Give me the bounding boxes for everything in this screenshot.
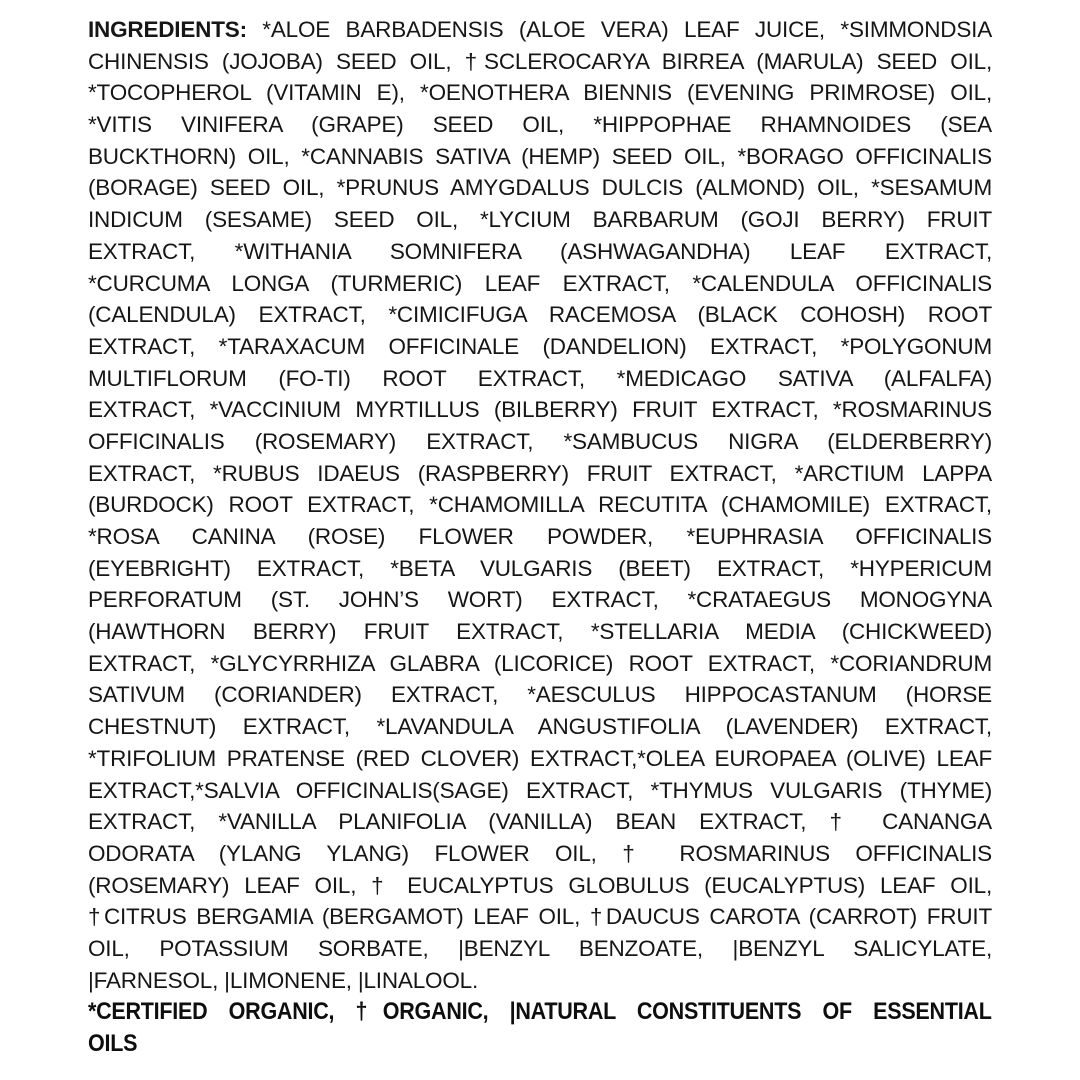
ingredients-line: ODORATA (YLANG YLANG) FLOWER OIL, † ROSMARINUS OFFICINALIS xyxy=(88,840,992,866)
ingredients-line: (BORAGE) SEED OIL, *PRUNUS AMYGDALUS DULCIS (ALMOND) OIL, *SESAMUM xyxy=(88,175,992,201)
ingredients-line: (CALENDULA) EXTRACT, *CIMICIFUGA RACEMOSA (BLACK COHOSH) ROOT xyxy=(88,302,992,328)
ingredients-line: *CURCUMA LONGA (TURMERIC) LEAF EXTRACT, *CALENDULA OFFICINALIS xyxy=(88,270,992,296)
ingredients-line: EXTRACT, *VANILLA PLANIFOLIA (VANILLA) BEAN EXTRACT, † CANANGA xyxy=(88,809,992,835)
ingredients-line xyxy=(88,14,992,46)
ingredients-line: *TRIFOLIUM PRATENSE (RED CLOVER) EXTRACT,*OLEA EUROPAEA (OLIVE) LEAF xyxy=(88,745,992,771)
ingredients-line: †CITRUS BERGAMIA (BERGAMOT) LEAF OIL, †DAUCUS CAROTA (CARROT) FRUIT xyxy=(88,904,992,930)
ingredients-line: EXTRACT, *TARAXACUM OFFICINALE (DANDELION) EXTRACT, *POLYGONUM xyxy=(88,333,992,359)
ingredients-line: OIL, POTASSIUM SORBATE, |BENZYL BENZOATE, |BENZYL SALICYLATE, xyxy=(88,935,992,961)
ingredients-line: OFFICINALIS (ROSEMARY) EXTRACT, *SAMBUCUS NIGRA (ELDERBERRY) xyxy=(88,428,992,454)
ingredients-line: BUCKTHORN) OIL, *CANNABIS SATIVA (HEMP) SEED OIL, *BORAGO OFFICINALIS xyxy=(88,143,992,169)
ingredients-line-text: *ALOE BARBADENSIS (ALOE VERA) LEAF JUICE, *SIMMONDSIA xyxy=(246,17,992,42)
ingredients-line: MULTIFLORUM (FO-TI) ROOT EXTRACT, *MEDICAGO SATIVA (ALFALFA) xyxy=(88,365,992,391)
ingredients-line: EXTRACT, *WITHANIA SOMNIFERA (ASHWAGANDHA) LEAF EXTRACT, xyxy=(88,238,992,264)
footnote-line: *CERTIFIED ORGANIC, †ORGANIC, |NATURAL CONSTITUENTS OF ESSENTIAL xyxy=(88,998,992,1026)
ingredients-line: PERFORATUM (ST. JOHN’S WORT) EXTRACT, *CRATAEGUS MONOGYNA xyxy=(88,587,992,613)
ingredients-line: EXTRACT, *RUBUS IDAEUS (RASPBERRY) FRUIT EXTRACT, *ARCTIUM LAPPA xyxy=(88,460,992,486)
ingredients-line: SATIVUM (CORIANDER) EXTRACT, *AESCULUS HIPPOCASTANUM (HORSE xyxy=(88,682,992,708)
footnote-line: OILS xyxy=(88,1030,138,1057)
ingredients-line: EXTRACT,*SALVIA OFFICINALIS(SAGE) EXTRACT, *THYMUS VULGARIS (THYME) xyxy=(88,777,992,803)
ingredients-line: (ROSEMARY) LEAF OIL, † EUCALYPTUS GLOBULUS (EUCALYPTUS) LEAF OIL, xyxy=(88,872,992,898)
ingredients-line: INDICUM (SESAME) SEED OIL, *LYCIUM BARBARUM (GOJI BERRY) FRUIT xyxy=(88,207,992,233)
ingredients-line: *TOCOPHEROL (VITAMIN E), *OENOTHERA BIENNIS (EVENING PRIMROSE) OIL, xyxy=(88,80,992,106)
ingredients-line: (HAWTHORN BERRY) FRUIT EXTRACT, *STELLARIA MEDIA (CHICKWEED) xyxy=(88,619,992,645)
ingredients-line: (EYEBRIGHT) EXTRACT, *BETA VULGARIS (BEET) EXTRACT, *HYPERICUM xyxy=(88,555,992,581)
ingredients-line: |FARNESOL, |LIMONENE, |LINALOOL. xyxy=(88,967,478,993)
ingredients-heading: INGREDIENTS: xyxy=(88,17,247,42)
ingredients-line: *ROSA CANINA (ROSE) FLOWER POWDER, *EUPHRASIA OFFICINALIS xyxy=(88,524,992,549)
ingredients-line: *VITIS VINIFERA (GRAPE) SEED OIL, *HIPPOPHAE RHAMNOIDES (SEA xyxy=(88,112,992,138)
ingredients-line: (BURDOCK) ROOT EXTRACT, *CHAMOMILLA RECUTITA (CHAMOMILE) EXTRACT, xyxy=(88,492,992,518)
ingredients-line: CHESTNUT) EXTRACT, *LAVANDULA ANGUSTIFOLIA (LAVENDER) EXTRACT, xyxy=(88,714,992,740)
ingredients-line: EXTRACT, *GLYCYRRHIZA GLABRA (LICORICE) ROOT EXTRACT, *CORIANDRUM xyxy=(88,650,992,676)
ingredients-line: CHINENSIS (JOJOBA) SEED OIL, †SCLEROCARYA BIRREA (MARULA) SEED OIL, xyxy=(88,48,992,74)
ingredients-line: EXTRACT, *VACCINIUM MYRTILLUS (BILBERRY) FRUIT EXTRACT, *ROSMARINUS xyxy=(88,397,992,423)
